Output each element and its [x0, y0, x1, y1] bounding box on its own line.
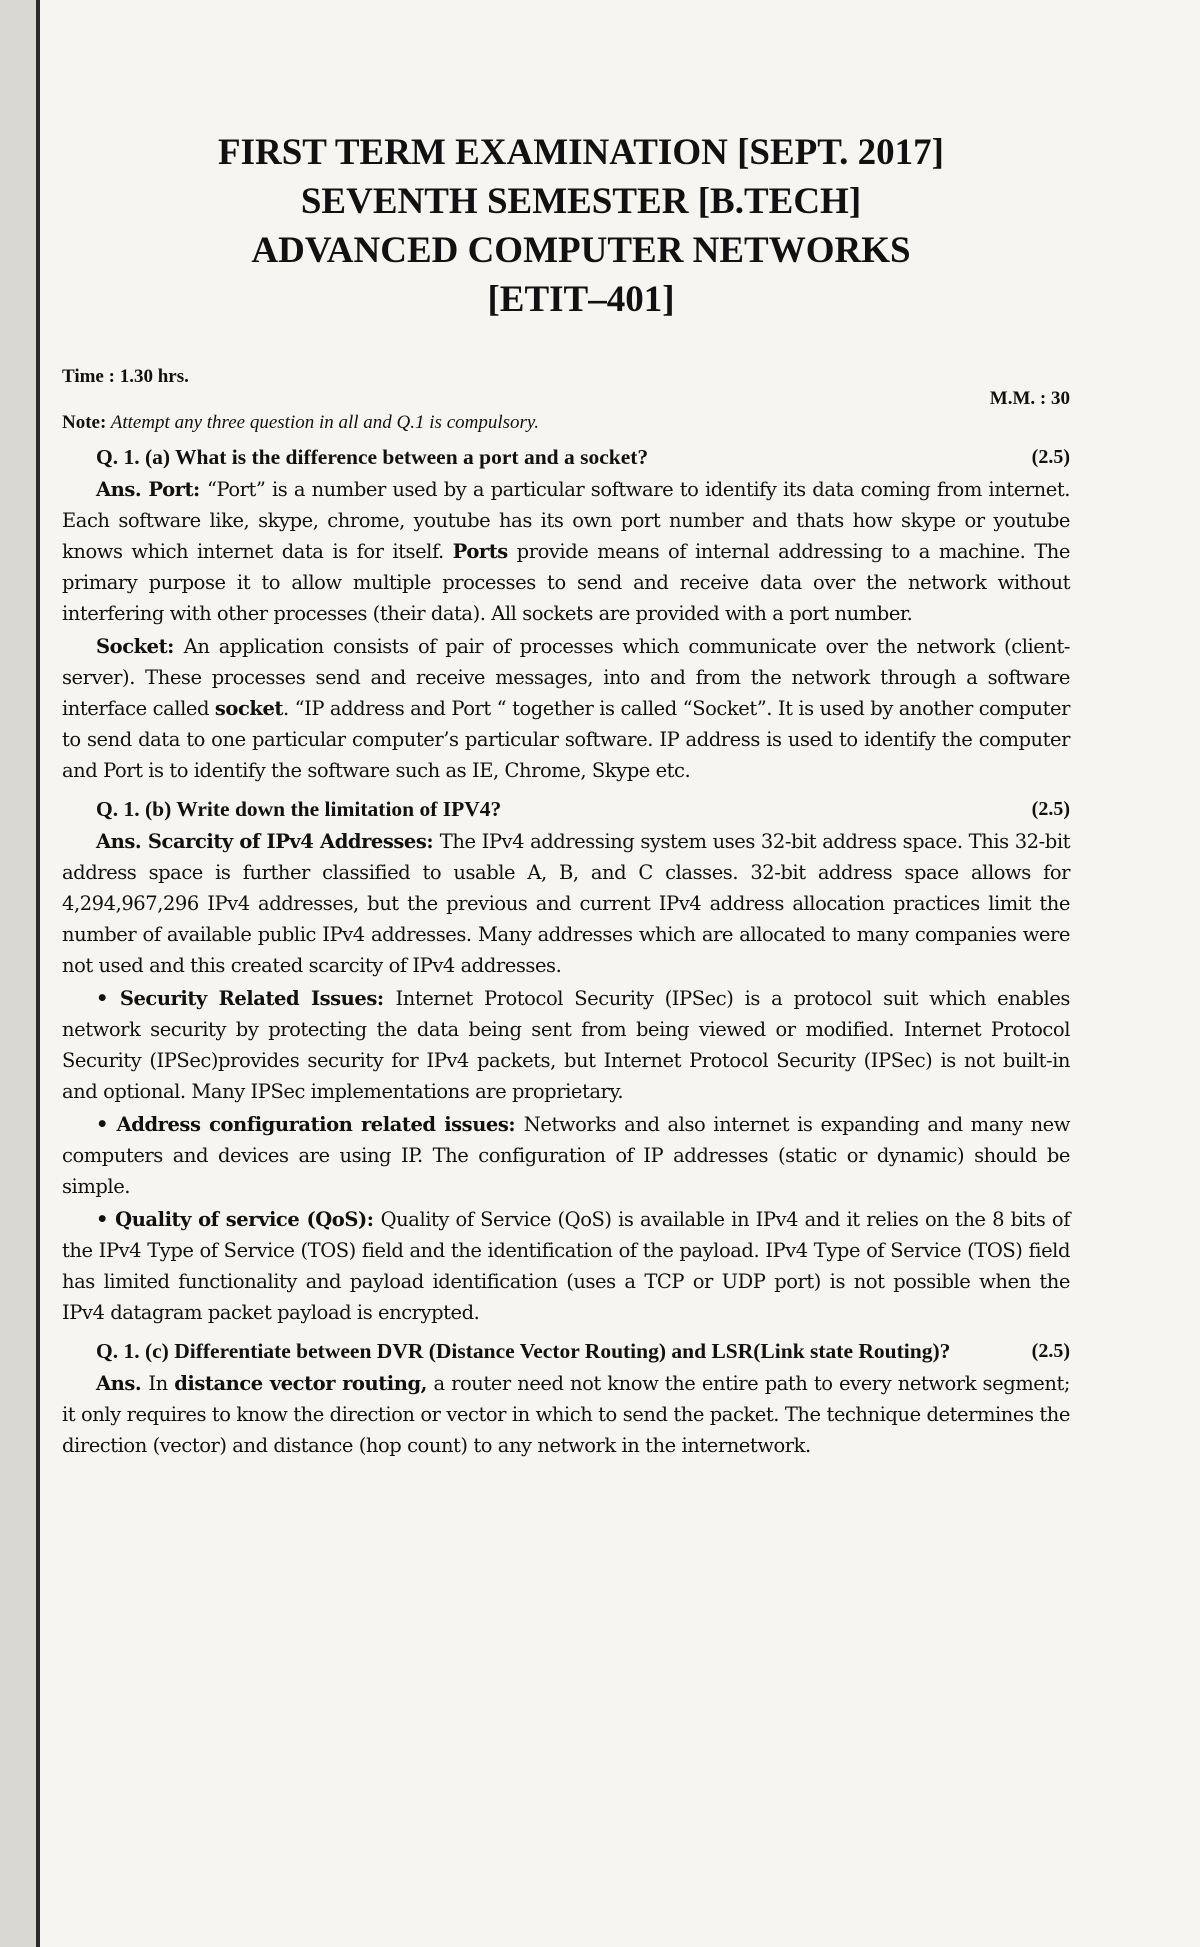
answer-1c	[62, 1368, 1070, 1461]
answer-label: Ans.	[96, 478, 149, 501]
question-1b-text: Q. 1. (b) Write down the limitation of IPV4?	[96, 797, 502, 821]
answer-1b-security	[62, 983, 1070, 1107]
note-text: Attempt any three question in all and Q.1 is compulsory.	[106, 412, 540, 433]
header-subject: ADVANCED COMPUTER NETWORKS	[251, 230, 911, 271]
answer-1b-scarcity	[62, 826, 1070, 981]
port-bold-term: Ports	[452, 540, 508, 563]
header-course-code: [ETIT–401]	[487, 279, 675, 320]
question-1a	[62, 442, 1070, 472]
exam-note	[62, 412, 539, 434]
scarcity-heading: Scarcity of IPv4 Addresses:	[147, 830, 440, 853]
security-text: Internet Protocol Security (IPSec) is a protocol suit which enables network security by protecting the data being sent from being viewed or modified. Internet Protocol Security (IPSec)provides security for IPv4 packets, but Internet Protocol Security (IPSec) is not built-in and optional. Many IPSec implementations are proprietary.	[62, 987, 1070, 1103]
exam-page	[62, 128, 1070, 1463]
socket-text: An application consists of pair of processes which communicate over the network (client-server). These processes send and receive messages, into and from the network through a software interface called	[62, 635, 1070, 720]
answer-1c-text: In	[148, 1372, 175, 1395]
socket-heading: Socket:	[96, 635, 184, 658]
answer-1c-text-continued: a router need not know the entire path to every network segment; it only requires to know the direction or vector in which to send the packet. The technique determines the direction (vector) and distance (hop count) to any network in the internetwork.	[62, 1372, 1070, 1457]
distance-vector-term: distance vector routing,	[174, 1372, 427, 1395]
qos-heading: • Quality of service (QoS):	[96, 1208, 381, 1231]
answer-1b-address-config	[62, 1109, 1070, 1202]
question-1c-text: Q. 1. (c) Differentiate between DVR (Distance Vector Routing) and LSR(Link state Routing)?	[96, 1339, 951, 1363]
scarcity-text: The IPv4 addressing system uses 32-bit address space. This 32-bit address space is further classified to usable A, B, and C classes. 32-bit address space allows for 4,294,967,296 IPv4 addresses, but the previous and current IPv4 address allocation practices limit the number of available public IPv4 addresses. Many addresses which are allocated to many companies were not used and this created scarcity of IPv4 addresses.	[62, 830, 1070, 977]
port-text-continued: provide means of internal addressing to a machine. The primary purpose it to allow multiple processes to send and receive data over the network without interfering with other processes (their data). All sockets are provided with a port number.	[62, 540, 1070, 625]
header-semester: SEVENTH SEMESTER [B.TECH]	[300, 181, 862, 222]
question-1c	[62, 1336, 1070, 1366]
address-config-heading: • Address configuration related issues:	[96, 1113, 524, 1136]
port-text: “Port” is a number used by a particular software to identify its data coming from internet. Each software like, skype, chrome, youtube has its own port number and thats how skype or youtube knows which internet data is for itself.	[62, 478, 1070, 563]
max-marks: M.M. : 30	[989, 388, 1070, 409]
socket-bold-term: socket	[214, 697, 283, 720]
answer-1b-qos	[62, 1204, 1070, 1328]
question-1b-marks: (2.5)	[1031, 798, 1070, 820]
exam-meta	[62, 366, 1070, 434]
time-allowed: Time : 1.30 hrs.	[62, 366, 189, 387]
note-label: Note:	[62, 412, 107, 433]
question-1a-marks: (2.5)	[1031, 446, 1070, 468]
header-exam-title: FIRST TERM EXAMINATION [SEPT. 2017]	[217, 132, 945, 173]
security-heading: • Security Related Issues:	[96, 987, 396, 1010]
socket-text-continued: . “IP address and Port “ together is called “Socket”. It is used by another computer to send data to one particular computer’s particular software. IP address is used to identify the computer and Port is to identify the software such as IE, Chrome, Skype etc.	[62, 697, 1070, 782]
address-config-text: Networks and also internet is expanding and many new computers and devices are using IP. The configuration of IP addresses (static or dynamic) should be simple.	[62, 1113, 1071, 1198]
question-1c-marks: (2.5)	[1031, 1340, 1070, 1362]
answer-label: Ans.	[96, 1372, 149, 1395]
question-1a-text: Q. 1. (a) What is the difference between a port and a socket?	[96, 445, 649, 469]
page-binding-shadow	[0, 0, 38, 1947]
question-1b	[62, 794, 1070, 824]
qos-text: Quality of Service (QoS) is available in IPv4 and it relies on the 8 bits of the IPv4 Type of Service (TOS) field and the identification of the payload. IPv4 Type of Service (TOS) field has limited functionality and payload identification (uses a TCP or UDP port) is not possible when the IPv4 datagram packet payload is encrypted.	[62, 1208, 1070, 1324]
page-binding-edge	[36, 0, 40, 1947]
exam-header	[92, 128, 1070, 324]
answer-1a-port	[62, 474, 1070, 629]
port-heading: Port:	[148, 478, 207, 501]
answer-label: Ans.	[96, 830, 148, 853]
answer-1a-socket	[62, 631, 1070, 786]
